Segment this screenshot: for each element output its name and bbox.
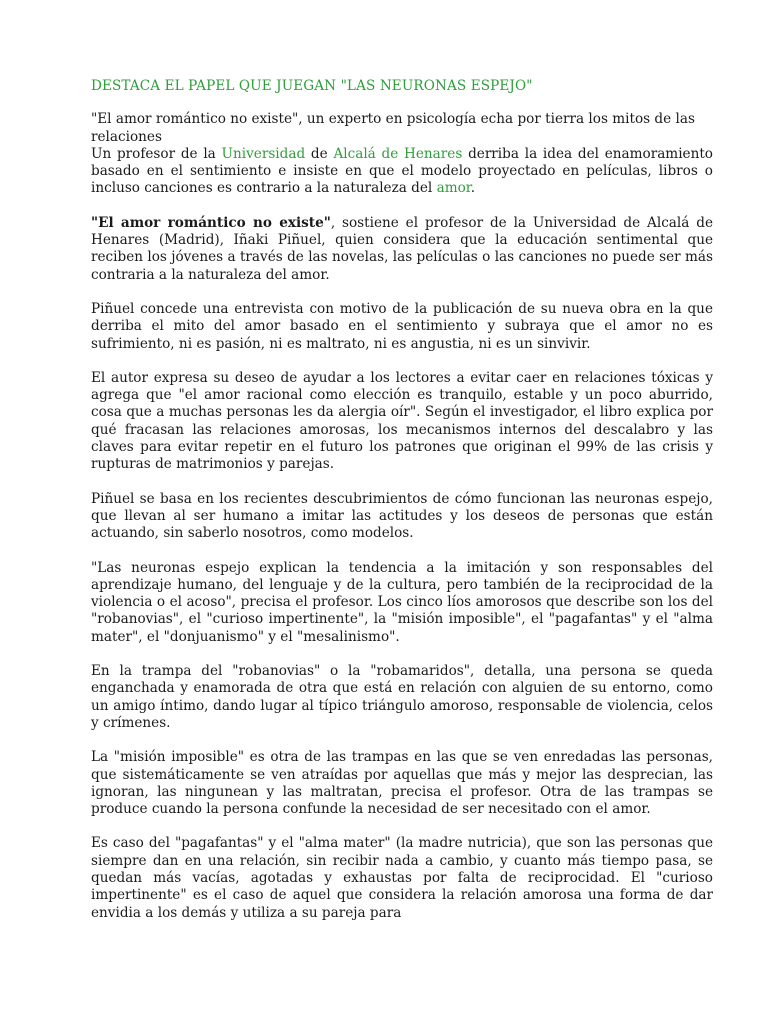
paragraph-1-bold-quote: "El amor romántico no existe" [91,214,331,231]
intro-text-4: . [470,180,476,197]
paragraph-1-text: , sostiene el profesor de la Universidad de Alcalá de Henares (Madrid), Iñaki Piñuel, quien considera que la educación sentimental que reciben los jóvenes a través de las novelas, las películas o las canciones no puede ser más contraria a la naturaleza del amor. [91,214,713,283]
paragraph-7: La "misión imposible" es otra de las trampas en las que se ven enredadas las personas, que sistemáticamente se ven atraídas por aquellas que más y mejor las desprecian, las ignoran, las ningunean y las maltratan, precisa el profesor. Otra de las trampas se produce cuando la persona confunde la necesidad de ser necesitado con el amor. [91,749,713,818]
paragraph-8: Es caso del "pagafantas" y el "alma mater" (la madre nutricia), que son las personas que siempre dan en una relación, sin recibir nada a cambio, y cuanto más tiempo pasa, se quedan más vacías, agotadas y exhaustas por falta de reciprocidad. El "curioso impertinente" es el caso de aquel que considera la relación amorosa una forma de dar envidia a los demás y utiliza a su pareja para [91,835,713,921]
link-universidad[interactable]: Universidad [221,145,306,162]
link-alcala-de-henares[interactable]: Alcalá de Henares [333,145,463,162]
link-amor[interactable]: amor [436,180,471,197]
intro-text-2: de [305,145,334,162]
paragraph-5: "Las neuronas espejo explican la tendencia a la imitación y son responsables del aprendizaje humano, del lenguaje y de la cultura, pero también de la reciprocidad de la violencia o el acoso", precisa el profesor. Los cinco líos amorosos que describe son los del "robanovias", el "curioso impertinente", la "misión imposible", el "pagafantas" y el "alma mater", el "donjuanismo" y el "mesalinismo". [91,559,713,645]
intro-text-1: Un profesor de la [91,145,222,162]
paragraph-1 [91,215,713,284]
intro-text-3: derriba la idea del enamoramiento basado en el sentimiento e insiste en que el modelo proyectado en películas, libros o incluso canciones es contrario a la naturaleza del [91,145,713,197]
paragraph-2: Piñuel concede una entrevista con motivo de la publicación de su nueva obra en la que derriba el mito del amor basado en el sentimiento y subraya que el amor no es sufrimiento, ni es pasión, ni es maltrato, ni es angustia, ni es un sinvivir. [91,300,713,352]
document-subtitle: "El amor romántico no existe", un experto en psicología echa por tierra los mitos de las relaciones [91,111,695,145]
document-page [91,78,713,939]
intro-paragraph [91,146,713,198]
paragraph-3: El autor expresa su deseo de ayudar a los lectores a evitar caer en relaciones tóxicas y agrega que "el amor racional como elección es tranquilo, estable y un poco aburrido, cosa que a muchas personas les da alergia oír". Según el investigador, el libro explica por qué fracasan las relaciones amorosas, los mecanismos internos del descalabro y las claves para evitar repetir en el futuro los patrones que originan el 99% de las crisis y rupturas de matrimonios y parejas. [91,369,713,473]
paragraph-6: En la trampa del "robanovias" o la "robamaridos", detalla, una persona se queda enganchada y enamorada de otra que está en relación con alguien de su entorno, como un amigo íntimo, dando lugar al típico triángulo amoroso, responsable de violencia, celos y crímenes. [91,663,713,731]
paragraph-4: Piñuel se basa en los recientes descubrimientos de cómo funcionan las neuronas espejo, que llevan al ser humano a imitar las actitudes y los deseos de personas que están actuando, sin saberlo nosotros, como modelos. [91,490,713,542]
document-title: DESTACA EL PAPEL QUE JUEGAN "LAS NEURONAS ESPEJO" [91,78,533,94]
